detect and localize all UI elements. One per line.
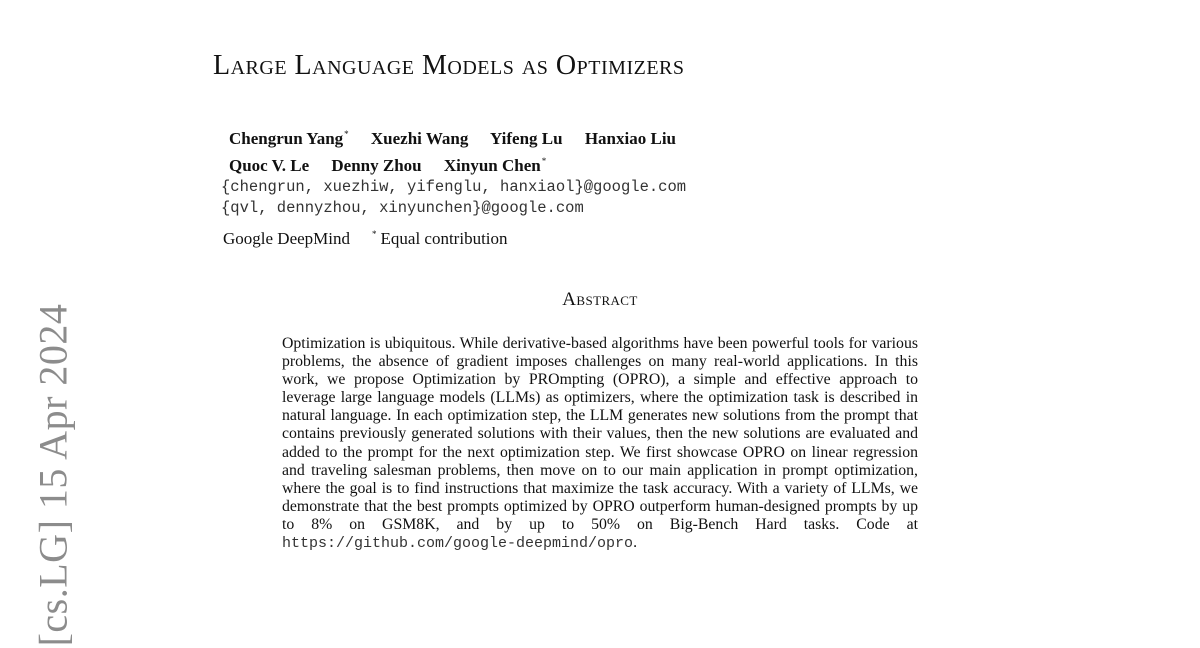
abstract-text: Optimization is ubiquitous. While derivative-based algorithms have been powerful tools for various problems, the absence of gradient imposes challenges on many real-world applications. In this work, we propose Optimization by PROmpting (OPRO), a simple and effective approach to leverage large language models (LLMs) as optimizers, where the optimization task is described in natural language. In each optimization step, the LLM generates new solutions from the prompt that contains previously generated solutions with their values, then the new solutions are evaluated and added to the prompt for the next optimization step. We first showcase OPRO on linear regression and traveling salesman problems, then move on to our main application in prompt optimization, where the goal is to find instructions that maximize the task accuracy. With a variety of LLMs, we demonstrate that the best prompts optimized by OPRO outperform human-designed prompts by up to 8% on GSM8K, and by up to 50% on Big-Bench Hard tasks. Code at bbox=[282, 335, 918, 533]
email-line: {qvl, dennyzhou, xinyunchen}@google.com bbox=[221, 199, 584, 217]
contribution-note bbox=[372, 229, 508, 248]
author-list bbox=[229, 123, 694, 177]
author-name: Xuezhi Wang bbox=[370, 129, 469, 148]
affiliation-line bbox=[223, 229, 508, 249]
author-name: Denny Zhou bbox=[331, 156, 422, 175]
abstract-end-punct: . bbox=[633, 534, 638, 552]
equal-contribution-mark: * bbox=[541, 156, 547, 166]
author-name: Hanxiao Liu bbox=[584, 129, 676, 148]
author-row-2 bbox=[229, 150, 694, 177]
email-line: {chengrun, xuezhiw, yifenglu, hanxiaol}@google.com bbox=[221, 178, 687, 196]
author-emails bbox=[221, 177, 686, 219]
abstract-heading: Abstract bbox=[562, 289, 638, 310]
author-name: Yifeng Lu bbox=[490, 129, 563, 148]
author bbox=[490, 129, 563, 148]
equal-contribution-mark: * bbox=[344, 129, 349, 139]
code-link[interactable]: https://github.com/google-deepmind/opro bbox=[282, 535, 634, 553]
author-name: Xinyun Chen bbox=[443, 156, 541, 175]
equal-contribution-mark: * bbox=[372, 229, 377, 239]
author-row-1 bbox=[229, 123, 694, 150]
author bbox=[371, 129, 468, 148]
author bbox=[229, 156, 309, 175]
paper-title: Large Language Models as Optimizers bbox=[213, 50, 685, 81]
arxiv-stamp: [cs.LG] 15 Apr 2024 bbox=[30, 303, 76, 647]
author-name: Quoc V. Le bbox=[229, 156, 310, 175]
author bbox=[229, 129, 349, 148]
affiliation: Google DeepMind bbox=[223, 229, 351, 248]
contribution-note-text: Equal contribution bbox=[380, 229, 508, 248]
author bbox=[331, 156, 421, 175]
author bbox=[585, 129, 676, 148]
author-name: Chengrun Yang bbox=[229, 129, 344, 148]
abstract-body bbox=[282, 335, 918, 553]
author bbox=[444, 156, 546, 175]
